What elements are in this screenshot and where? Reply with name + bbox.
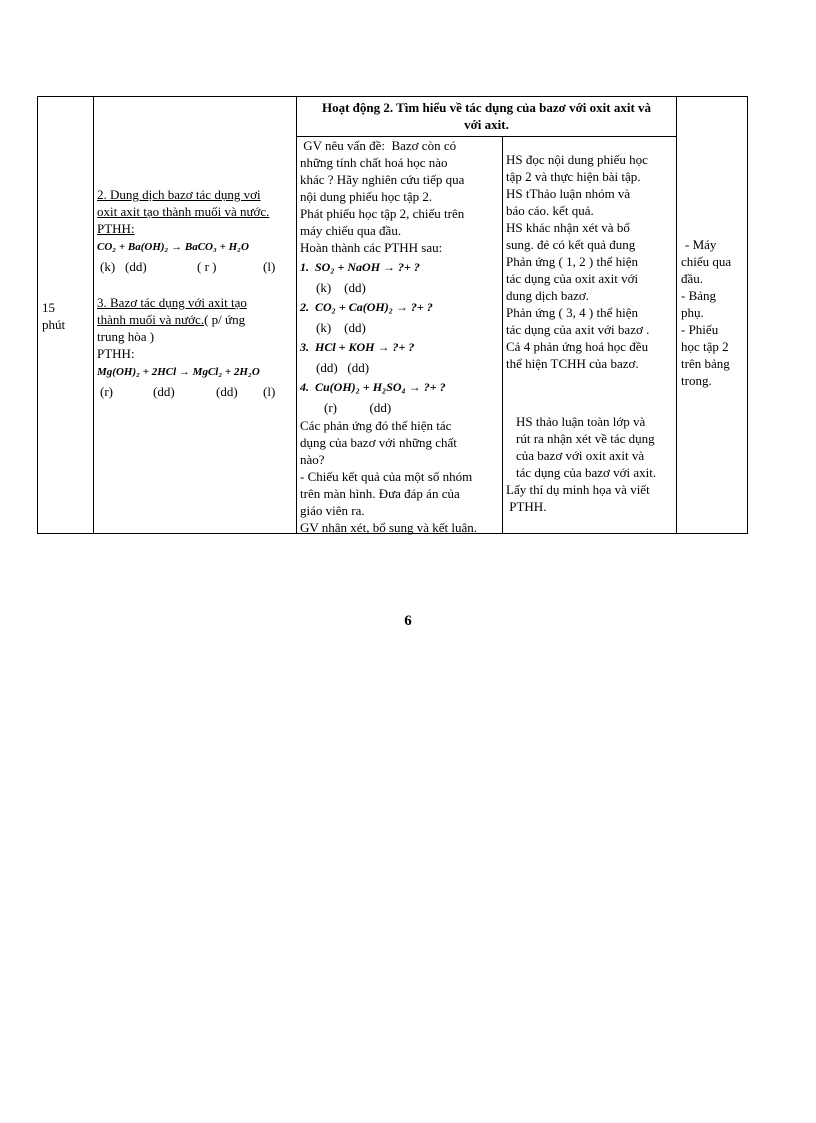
teacher-line: - Chiếu kết quả của một số nhóm [300,469,473,484]
table-border-left [37,96,38,534]
student-line: báo cáo. kết quả. [506,203,594,218]
equation-3: 3. HCl + KOH → ?+ ? [300,340,415,354]
resources-cell [681,236,747,389]
section-2-equation: CO₂ + Ba(OH)₂ → BaCO₃ + H₂O [97,241,249,253]
state-dd: (dd) [125,259,147,274]
student-line: Lấy thí dụ minh họa và viết [506,482,650,497]
table-divider-4 [676,96,677,534]
equation-2: 2. CO₂ + Ca(OH)₂ → ?+ ? [300,300,433,314]
content-cell [97,186,295,402]
student-line: của bazơ với oxit axit và [516,448,645,463]
section-3-title: 3. Bazơ tác dụng với axit tạo [97,295,247,310]
student-line: dung dịch bazơ. [506,288,590,303]
state-k: (k) [100,259,116,274]
table-divider-3 [502,137,503,534]
teacher-cell [300,137,502,536]
student-line: Cả 4 phản ứng hoá học đều [506,339,649,354]
state-r: ( r ) [197,259,217,274]
resource-line: chiếu qua [681,254,732,269]
teacher-line: giáo viên ra. [300,503,365,518]
teacher-line: nào? [300,452,325,467]
equation-1: 1. SO₂ + NaOH → ?+ ? [300,260,420,274]
teacher-line: dụng của bazơ với những chất [300,435,457,450]
teacher-line: những tính chất hoá học nào [300,155,448,170]
time-value: 15 [42,300,55,315]
activity-heading [297,99,676,133]
teacher-line: nội dung phiếu học tập 2. [300,189,433,204]
section-3-title-cont: thành muối và nước. [97,312,205,327]
resource-line: đầu. [681,271,704,286]
section-3-equation: Mg(OH)₂ + 2HCl → MgCl₂ + 2H₂O [97,366,260,378]
student-cell-conclusion [506,413,676,515]
resource-line: phụ. [681,305,704,320]
time-cell [42,299,92,333]
activity-heading-line2: với axit. [464,117,509,132]
teacher-line: Các phản ứng đó thể hiện tác [300,418,452,433]
student-line: thể hiện TCHH của bazơ. [506,356,639,371]
teacher-line: Phát phiếu học tập 2, chiếu trên [300,206,465,221]
resource-line: trên bảng [681,356,730,371]
section-2-title-cont: oxit axit tạo thành muối và nước. [97,204,270,219]
section-2-states [97,258,295,277]
student-line: tác dụng của bazơ với axit. [516,465,657,480]
student-line: rút ra nhận xét về tác dụng [516,431,655,446]
state-r: (r) [100,384,113,399]
table-border-right [747,96,748,534]
equation-4-states: (r) (dd) [324,400,392,415]
student-line: HS khác nhận xét và bổ [506,220,630,235]
table-divider-1 [93,96,94,534]
equation-4: 4. Cu(OH)₂ + H₂SO₄ → ?+ ? [300,380,446,394]
table-border-top [37,96,748,97]
student-line: tác dụng của axit với bazơ . [506,322,650,337]
section-3-title-tail: ( p/ ứng [204,312,246,327]
section-3-title-line2 [97,311,295,328]
table-divider-2 [296,96,297,534]
time-unit: phút [42,317,66,332]
section-3-pthh-label: PTHH: [97,346,135,361]
student-line: Phản ứng ( 1, 2 ) thể hiện [506,254,638,269]
resource-line: trong. [681,373,712,388]
state-dd: (dd) [216,384,238,399]
student-line: HS thảo luận toàn lớp và [516,414,646,429]
activity-heading-line1: Hoạt động 2. Tìm hiểu về tác dụng của bazơ với oxit axit và [321,100,652,115]
state-dd: (dd) [153,384,175,399]
section-3-states [97,383,295,402]
resource-line: học tập 2 [681,339,729,354]
section-2-pthh-label: PTHH: [97,221,135,236]
section-2-title: 2. Dung dịch bazơ tác dụng vơi [97,187,261,202]
student-line: PTHH. [506,499,547,514]
teacher-line: khác ? Hãy nghiên cứu tiếp qua [300,172,465,187]
resource-line: - Bảng [681,288,717,303]
student-line: HS đọc nội dung phiếu học [506,152,648,167]
section-3-title-line3: trung hòa ) [97,329,155,344]
student-line: tập 2 và thực hiện bài tập. [506,169,641,184]
student-line: sung. đẻ có kết quả đung [506,237,636,252]
resource-line: - Máy [685,237,717,252]
teacher-line: GV nêu vấn đề: Bazơ còn có [300,138,457,153]
state-l: (l) [263,384,276,399]
equation-3-states: (dd) (dd) [316,360,370,375]
equation-2-states: (k) (dd) [316,320,366,335]
teacher-line: Hoàn thành các PTHH sau: [300,240,443,255]
state-l: (l) [263,259,276,274]
resource-line: - Phiếu [681,322,719,337]
teacher-line: trên màn hình. Đưa đáp án của [300,486,460,501]
student-line: tác dụng của oxit axit với [506,271,639,286]
equation-1-states: (k) (dd) [316,280,366,295]
student-line: Phản ứng ( 3, 4 ) thể hiện [506,305,638,320]
teacher-line: GV nhận xét, bổ sung và kết luận. [300,520,478,535]
page-number: 6 [404,613,412,629]
student-cell [506,151,676,372]
student-line: HS tThảo luận nhóm và [506,186,631,201]
teacher-line: máy chiếu qua đầu. [300,223,402,238]
